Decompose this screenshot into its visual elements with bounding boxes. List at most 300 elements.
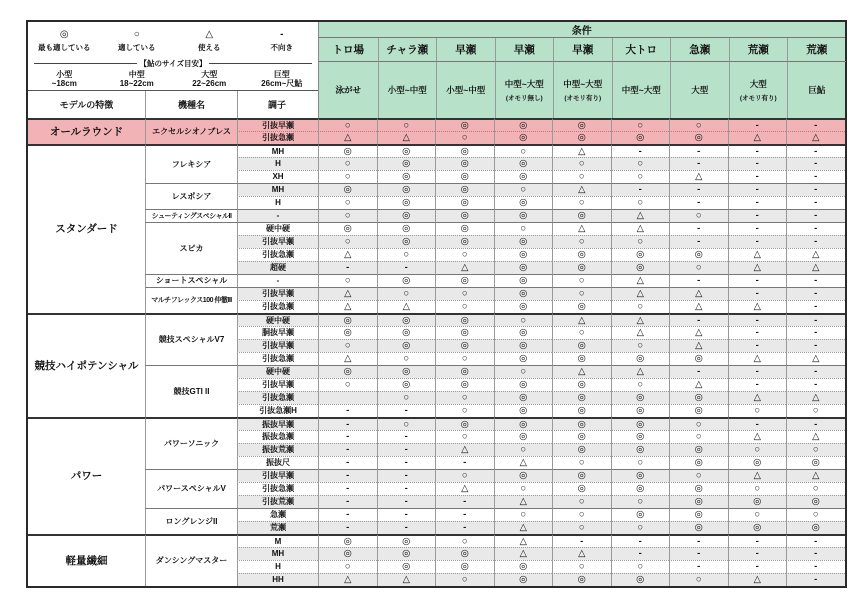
suitability-cell: ◎ xyxy=(494,170,553,183)
suitability-cell: - xyxy=(728,339,787,352)
legend-label: 不向き xyxy=(270,43,293,52)
suitability-cell: ◎ xyxy=(552,469,611,482)
suitability-cell: - xyxy=(318,469,377,482)
model-cell: シューティングスペシャルII xyxy=(145,209,237,222)
suitability-cell: ○ xyxy=(377,417,436,430)
suitability-cell: ○ xyxy=(611,495,670,508)
suitability-cell: - xyxy=(669,547,728,560)
suitability-cell: △ xyxy=(728,469,787,482)
size-guide-items xyxy=(28,69,318,90)
suitability-cell: - xyxy=(786,157,845,170)
model-cell: ダンシングマスター xyxy=(145,534,237,586)
suitability-cell xyxy=(318,391,377,404)
suitability-cell: - xyxy=(611,547,670,560)
condition-target: 大型 xyxy=(691,85,709,95)
suitability-cell: ○ xyxy=(318,274,377,287)
suitability-cell: - xyxy=(728,417,787,430)
action-cell: H xyxy=(237,560,318,573)
suitability-cell: ○ xyxy=(669,209,728,222)
size-item xyxy=(28,69,101,90)
suitability-cell: ◎ xyxy=(669,508,728,521)
legend-item xyxy=(173,29,246,53)
suitability-cell: ◎ xyxy=(552,443,611,456)
condition-sub xyxy=(436,62,495,118)
suitability-cell: - xyxy=(728,235,787,248)
action-cell: 引抜早瀬 xyxy=(237,235,318,248)
suitability-cell: △ xyxy=(611,326,670,339)
condition-name: チャラ瀬 xyxy=(378,38,437,62)
suitability-cell: ◎ xyxy=(318,326,377,339)
suitability-cell: △ xyxy=(318,352,377,365)
action-cell: 引抜早瀬 xyxy=(237,469,318,482)
suitability-cell: - xyxy=(728,365,787,378)
legend-item xyxy=(28,29,101,53)
size-name: 巨型 xyxy=(273,69,290,79)
suitability-cell: - xyxy=(318,456,377,469)
suitability-cell: ◎ xyxy=(377,326,436,339)
suitability-cell: - xyxy=(786,235,845,248)
suitability-cell: △ xyxy=(494,547,553,560)
condition-sub xyxy=(612,62,671,118)
suitability-cell: - xyxy=(318,417,377,430)
suitability-cell: ◎ xyxy=(494,287,553,300)
suitability-cell: ◎ xyxy=(494,235,553,248)
suitability-cell: △ xyxy=(786,469,845,482)
condition-target: 中型~大型 xyxy=(563,79,603,89)
suitability-cell: - xyxy=(728,534,787,547)
suitability-cell: ○ xyxy=(494,365,553,378)
action-cell: 引抜早瀬 xyxy=(237,378,318,391)
suitability-cell: - xyxy=(435,495,494,508)
suitability-cell: - xyxy=(318,430,377,443)
suitability-cell: ◎ xyxy=(435,313,494,326)
suitability-cell: - xyxy=(728,183,787,196)
action-cell: 超硬 xyxy=(237,261,318,274)
action-cell: 硬中硬 xyxy=(237,222,318,235)
model-cell: マルチフレックス100 仲徹III xyxy=(145,287,237,313)
suitability-cell: ○ xyxy=(552,326,611,339)
suitability-cell: ○ xyxy=(494,508,553,521)
suitability-cell: - xyxy=(728,378,787,391)
suitability-cell: △ xyxy=(611,222,670,235)
action-cell: HH xyxy=(237,573,318,586)
suitability-cell: ◎ xyxy=(611,261,670,274)
suitability-cell: ◎ xyxy=(669,482,728,495)
model-cell: スピカ xyxy=(145,222,237,274)
suitability-cell: ○ xyxy=(552,235,611,248)
suitability-cell: △ xyxy=(786,131,845,144)
suitability-cell: - xyxy=(786,573,845,586)
suitability-cell: ◎ xyxy=(318,365,377,378)
suitability-cell: ○ xyxy=(318,170,377,183)
suitability-cell: ◎ xyxy=(786,456,845,469)
suitability-cell: ○ xyxy=(318,339,377,352)
column-header-feature: モデルの特徴 xyxy=(59,100,114,110)
suitability-cell: ◎ xyxy=(377,235,436,248)
suitability-cell: ◎ xyxy=(611,508,670,521)
suitability-cell: - xyxy=(786,183,845,196)
suitability-cell: ◎ xyxy=(552,430,611,443)
suitability-cell: △ xyxy=(728,391,787,404)
suitability-cell: △ xyxy=(728,248,787,261)
suitability-cell: ◎ xyxy=(377,183,436,196)
suitability-cell: △ xyxy=(669,287,728,300)
suitability-cell: ◎ xyxy=(494,417,553,430)
suitability-cell: - xyxy=(669,235,728,248)
action-cell: 硬中硬 xyxy=(237,313,318,326)
suitability-cell: △ xyxy=(611,365,670,378)
action-cell: MH xyxy=(237,183,318,196)
suitability-cell: ◎ xyxy=(494,118,553,131)
size-guide-title xyxy=(28,58,318,69)
action-cell: - xyxy=(237,274,318,287)
suitability-cell: ◎ xyxy=(435,183,494,196)
suitability-cell: - xyxy=(728,560,787,573)
suitability-cell: - xyxy=(377,443,436,456)
suitability-cell: ◎ xyxy=(494,157,553,170)
suitability-cell: ◎ xyxy=(611,404,670,417)
suitability-cell: ◎ xyxy=(669,352,728,365)
suitability-cell: ◎ xyxy=(611,430,670,443)
suitability-cell: ◎ xyxy=(494,391,553,404)
size-name: 小型 xyxy=(56,69,73,79)
condition-sub xyxy=(495,62,554,118)
suitability-cell: △ xyxy=(728,261,787,274)
suitability-cell: ◎ xyxy=(318,534,377,547)
suitability-cell: - xyxy=(786,300,845,313)
suitability-cell: △ xyxy=(786,261,845,274)
suitability-cell: △ xyxy=(318,573,377,586)
size-range: 18~22cm xyxy=(119,78,154,88)
suitability-cell: - xyxy=(728,547,787,560)
model-cell: 競技GTI II xyxy=(145,365,237,417)
suitability-cell: ○ xyxy=(318,157,377,170)
suitability-cell: △ xyxy=(669,326,728,339)
action-cell: MH xyxy=(237,547,318,560)
action-cell: H xyxy=(237,157,318,170)
action-cell: H xyxy=(237,196,318,209)
model-cell: エクセルシオノブレス xyxy=(145,118,237,144)
suitability-cell: ○ xyxy=(728,482,787,495)
suitability-cell: - xyxy=(728,209,787,222)
left-column-headers xyxy=(28,90,318,118)
suitability-cell: - xyxy=(318,482,377,495)
suitability-cell: - xyxy=(786,378,845,391)
suitability-cell: ◎ xyxy=(318,222,377,235)
suitability-cell: ◎ xyxy=(494,339,553,352)
suitability-cell: △ xyxy=(435,261,494,274)
action-cell: 振抜荒瀬 xyxy=(237,443,318,456)
suitability-cell: ○ xyxy=(611,521,670,534)
suitability-cell: ◎ xyxy=(377,339,436,352)
suitability-cell: ◎ xyxy=(669,131,728,144)
suitability-cell: - xyxy=(318,261,377,274)
condition-target: 中型~大型 xyxy=(504,79,544,89)
suitability-cell: ○ xyxy=(494,144,553,157)
suitability-cell: ◎ xyxy=(669,443,728,456)
suitability-cell: - xyxy=(435,508,494,521)
condition-target: 小型~中型 xyxy=(387,85,427,95)
suitability-cell: ○ xyxy=(552,560,611,573)
action-cell: 引抜急瀬 xyxy=(237,482,318,495)
suitability-cell: ○ xyxy=(494,313,553,326)
suitability-cell: - xyxy=(786,339,845,352)
model-cell: パワーソニック xyxy=(145,417,237,469)
suitability-cell: △ xyxy=(611,209,670,222)
suitability-cell: ◎ xyxy=(318,547,377,560)
column-header-action: 調子 xyxy=(237,91,316,118)
suitability-cell: ○ xyxy=(435,404,494,417)
suitability-cell: ○ xyxy=(377,287,436,300)
suitability-cell: - xyxy=(318,521,377,534)
condition-name: 荒瀬 xyxy=(729,38,788,62)
suitability-cell: △ xyxy=(728,131,787,144)
suitability-cell: ◎ xyxy=(494,261,553,274)
condition-note: (オモリ無し) xyxy=(505,95,543,102)
suitability-cell: - xyxy=(669,313,728,326)
suitability-cell: ◎ xyxy=(435,560,494,573)
suitability-cell: ◎ xyxy=(552,404,611,417)
suitability-cell: ○ xyxy=(377,391,436,404)
condition-sub xyxy=(553,62,612,118)
action-cell: 引抜早瀬 xyxy=(237,339,318,352)
suitability-cell: ○ xyxy=(494,443,553,456)
suitability-cell: ○ xyxy=(786,404,845,417)
suitability-cell: ○ xyxy=(318,235,377,248)
suitability-cell: ○ xyxy=(552,274,611,287)
suitability-cell: △ xyxy=(318,248,377,261)
action-cell: 引抜急瀬 xyxy=(237,391,318,404)
suitability-cell: ○ xyxy=(669,430,728,443)
suitability-cell: - xyxy=(728,157,787,170)
size-item xyxy=(173,69,246,90)
suitability-cell: ○ xyxy=(786,508,845,521)
suitability-cell: ◎ xyxy=(611,131,670,144)
condition-sub xyxy=(729,62,788,118)
condition-name: 荒瀬 xyxy=(787,38,846,62)
suitability-cell: ◎ xyxy=(611,469,670,482)
suitability-cell: ◎ xyxy=(552,209,611,222)
suitability-cell: △ xyxy=(318,131,377,144)
suitability-cell: ◎ xyxy=(611,417,670,430)
suitability-cell: ◎ xyxy=(552,352,611,365)
suitability-cell: - xyxy=(728,144,787,157)
legend-symbol: ○ xyxy=(133,29,140,40)
suitability-cell: ◎ xyxy=(377,170,436,183)
action-cell: 硬中硬 xyxy=(237,365,318,378)
suitability-cell: △ xyxy=(552,365,611,378)
suitability-cell: △ xyxy=(669,378,728,391)
suitability-cell: - xyxy=(786,313,845,326)
suitability-cell: - xyxy=(728,274,787,287)
action-cell: 引抜急瀬 xyxy=(237,248,318,261)
suitability-cell: ◎ xyxy=(435,209,494,222)
suitability-cell: - xyxy=(669,274,728,287)
suitability-cell: ○ xyxy=(318,560,377,573)
suitability-cell: ○ xyxy=(786,482,845,495)
model-cell: フレキシア xyxy=(145,144,237,183)
suitability-cell: ○ xyxy=(669,417,728,430)
suitability-cell: △ xyxy=(318,300,377,313)
suitability-cell: ◎ xyxy=(494,326,553,339)
suitability-cell: ○ xyxy=(669,469,728,482)
size-range: ~18cm xyxy=(51,78,77,88)
action-cell: 振抜早瀬 xyxy=(237,417,318,430)
suitability-cell: ◎ xyxy=(435,365,494,378)
suitability-cell: ○ xyxy=(552,521,611,534)
suitability-cell: ◎ xyxy=(494,248,553,261)
suitability-cell: △ xyxy=(552,313,611,326)
suitability-cell: ◎ xyxy=(435,170,494,183)
suitability-cell: - xyxy=(786,274,845,287)
suitability-cell: - xyxy=(377,456,436,469)
suitability-cell: △ xyxy=(494,495,553,508)
suitability-cell: ◎ xyxy=(552,300,611,313)
condition-sub xyxy=(319,62,378,118)
suitability-cell: △ xyxy=(611,287,670,300)
suitability-cell: ○ xyxy=(552,157,611,170)
suitability-cell: ◎ xyxy=(552,391,611,404)
condition-name: 早瀬 xyxy=(436,38,495,62)
suitability-cell: - xyxy=(318,495,377,508)
suitability-cell: △ xyxy=(728,573,787,586)
suitability-cell: - xyxy=(611,144,670,157)
suitability-cell: △ xyxy=(552,144,611,157)
suitability-cell: ◎ xyxy=(435,274,494,287)
suitability-cell: ◎ xyxy=(435,235,494,248)
suitability-cell: ◎ xyxy=(494,196,553,209)
suitability-cell: ○ xyxy=(611,300,670,313)
suitability-cell: △ xyxy=(494,456,553,469)
suitability-cell: ○ xyxy=(611,378,670,391)
model-cell: パワースペシャルV xyxy=(145,469,237,508)
condition-target: 泳がせ xyxy=(335,85,361,95)
suitability-cell: - xyxy=(611,534,670,547)
suitability-cell: ◎ xyxy=(435,378,494,391)
conditions-grid xyxy=(319,38,845,118)
suitability-cell: - xyxy=(318,404,377,417)
size-name: 中型 xyxy=(128,69,145,79)
suitability-cell: ◎ xyxy=(318,183,377,196)
suitability-cell: - xyxy=(669,157,728,170)
suitability-cell: ◎ xyxy=(435,144,494,157)
suitability-cell: ○ xyxy=(435,391,494,404)
suitability-cell: △ xyxy=(552,222,611,235)
suitability-cell: △ xyxy=(786,352,845,365)
suitability-cell: △ xyxy=(552,547,611,560)
suitability-cell: - xyxy=(786,170,845,183)
suitability-cell: ◎ xyxy=(611,443,670,456)
legend-symbol: ◎ xyxy=(59,29,69,40)
suitability-cell: - xyxy=(728,287,787,300)
suitability-cell: △ xyxy=(728,300,787,313)
legend-item xyxy=(101,29,174,53)
suitability-cell: △ xyxy=(786,430,845,443)
suitability-cell: - xyxy=(728,222,787,235)
suitability-cell: ◎ xyxy=(669,248,728,261)
condition-note: (オモリ有り) xyxy=(739,95,777,102)
suitability-cell: △ xyxy=(611,313,670,326)
suitability-cell: ○ xyxy=(728,443,787,456)
suitability-cell: ◎ xyxy=(494,131,553,144)
size-item xyxy=(246,69,319,90)
suitability-cell: ◎ xyxy=(611,248,670,261)
suitability-cell: ◎ xyxy=(552,573,611,586)
action-cell: 振抜尺 xyxy=(237,456,318,469)
suitability-cell: △ xyxy=(728,430,787,443)
suitability-cell: ◎ xyxy=(435,547,494,560)
suitability-cell: ○ xyxy=(435,131,494,144)
legend-item xyxy=(246,29,319,53)
suitability-cell: ○ xyxy=(494,183,553,196)
suitability-cell: - xyxy=(669,183,728,196)
suitability-cell: ◎ xyxy=(552,417,611,430)
model-cell: 競技スペシャルV7 xyxy=(145,313,237,365)
suitability-cell: ◎ xyxy=(377,534,436,547)
suitability-cell: ○ xyxy=(669,118,728,131)
suitability-cell: ◎ xyxy=(611,391,670,404)
suitability-cell: ◎ xyxy=(494,209,553,222)
suitability-cell: △ xyxy=(435,482,494,495)
suitability-cell: ◎ xyxy=(494,274,553,287)
suitability-cell: ◎ xyxy=(494,300,553,313)
suitability-cell: ◎ xyxy=(377,313,436,326)
legend-symbol: △ xyxy=(205,29,214,40)
suitability-cell: ◎ xyxy=(494,378,553,391)
feature-cell: パワー xyxy=(28,417,145,534)
suitability-cell: ◎ xyxy=(786,495,845,508)
suitability-cell: ◎ xyxy=(435,326,494,339)
suitability-cell: ○ xyxy=(786,443,845,456)
suitability-cell: ○ xyxy=(435,248,494,261)
condition-name: 早瀬 xyxy=(495,38,554,62)
suitability-cell: - xyxy=(669,196,728,209)
suitability-cell: - xyxy=(728,118,787,131)
suitability-cell: ◎ xyxy=(552,339,611,352)
suitability-cell: ◎ xyxy=(552,131,611,144)
suitability-cell: - xyxy=(669,144,728,157)
action-cell: 振抜急瀬 xyxy=(237,430,318,443)
suitability-cell: ○ xyxy=(435,573,494,586)
suitability-cell: - xyxy=(786,287,845,300)
action-cell: 引抜急瀬H xyxy=(237,404,318,417)
suitability-cell: ◎ xyxy=(494,573,553,586)
suitability-cell: - xyxy=(669,534,728,547)
suitability-cell: ◎ xyxy=(377,209,436,222)
suitability-cell: ◎ xyxy=(552,248,611,261)
condition-target: 巨鮎 xyxy=(808,85,826,95)
suitability-cell: ◎ xyxy=(494,352,553,365)
suitability-cell: - xyxy=(728,170,787,183)
suitability-cell: - xyxy=(786,222,845,235)
suitability-cell: - xyxy=(435,521,494,534)
feature-cell: 軽量繊細 xyxy=(28,534,145,586)
suitability-cell: ◎ xyxy=(552,378,611,391)
suitability-cell: ○ xyxy=(494,222,553,235)
feature-cell: スタンダード xyxy=(28,144,145,313)
suitability-cell: - xyxy=(669,222,728,235)
suitability-cell: - xyxy=(786,118,845,131)
suitability-cell: - xyxy=(786,326,845,339)
suitability-cell: △ xyxy=(377,573,436,586)
suitability-cell: ◎ xyxy=(435,157,494,170)
suitability-cell: - xyxy=(377,482,436,495)
model-cell: レスポシア xyxy=(145,183,237,209)
condition-sub xyxy=(787,62,846,118)
suitability-cell: ◎ xyxy=(435,417,494,430)
symbol-legend xyxy=(28,22,318,58)
condition-target: 小型~中型 xyxy=(446,85,486,95)
